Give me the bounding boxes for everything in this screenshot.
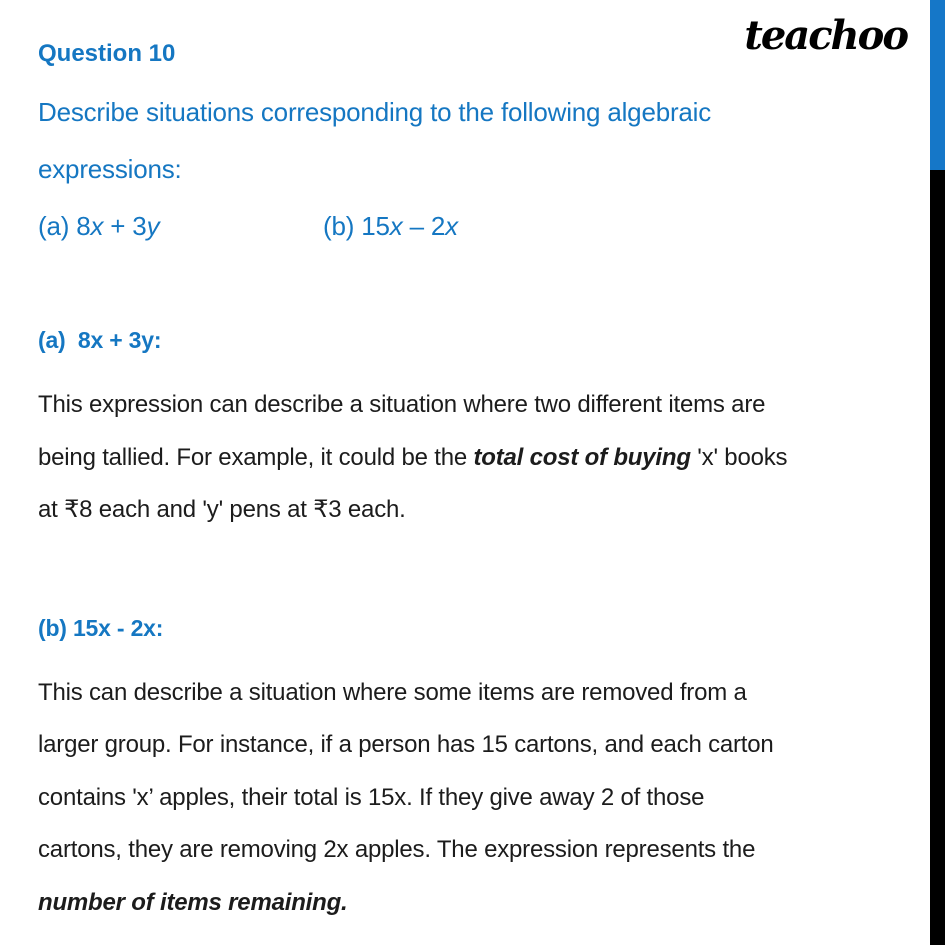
paragraph-line: [38, 719, 885, 772]
paragraph-line: [38, 484, 885, 537]
answer-b-heading: (b) 15x - 2x:: [38, 614, 164, 641]
prompt-line-2: expressions:: [38, 154, 182, 184]
paragraph-line: [38, 772, 885, 825]
right-edge-bar: [930, 0, 945, 945]
prompt-line-1: Describe situations corresponding to the following algebraic: [38, 97, 712, 127]
text-segment: x: [445, 211, 458, 241]
text-segment: – 2: [402, 211, 446, 241]
edge-bar-blue-segment: [930, 0, 945, 170]
text-segment: This expression can describe a situation where two different items are: [38, 391, 766, 418]
paragraph-line: [38, 432, 885, 485]
text-segment: contains 'x’ apples, their total is 15x. If they give away 2 of those: [38, 783, 705, 811]
question-title: Question 10: [38, 40, 176, 67]
paragraph-line: [38, 379, 885, 432]
text-segment: 'x' books: [690, 443, 788, 471]
edge-bar-black-segment: [930, 170, 945, 945]
paragraph-line: [38, 877, 885, 930]
answer-b-paragraph: [38, 667, 885, 930]
text-segment: This can describe a situation where some items are removed from a: [38, 678, 747, 706]
text-segment: larger group. For instance, if a person has 15 cartons, and each carton: [38, 731, 774, 758]
text-segment: total cost of buying: [473, 443, 691, 471]
text-segment: (b) 15: [323, 211, 390, 241]
expressions-row: [38, 198, 885, 255]
expression-a: [38, 198, 316, 255]
expression-b: [323, 211, 458, 241]
paragraph-line: [38, 824, 885, 877]
content: [38, 40, 885, 929]
text-segment: y: [146, 211, 160, 241]
paragraph-line: [38, 667, 885, 720]
text-segment: x: [90, 211, 104, 241]
text-segment: number of items remaining.: [38, 888, 348, 916]
teachoo-logo: teachoo: [744, 12, 907, 59]
text-segment: being tallied. For example, it could be the: [38, 443, 474, 471]
text-segment: x: [389, 211, 403, 241]
text-segment: + 3: [103, 211, 147, 241]
text-segment: cartons, they are removing 2x apples. The expression represents the: [38, 836, 756, 863]
answer-a-paragraph: [38, 379, 885, 537]
question-prompt: [38, 84, 885, 255]
text-segment: at ₹8 each and 'y' pens at ₹3 each.: [38, 496, 406, 523]
text-segment: (a) 8: [38, 211, 91, 241]
answer-a-heading: (a) 8x + 3y:: [38, 327, 162, 353]
